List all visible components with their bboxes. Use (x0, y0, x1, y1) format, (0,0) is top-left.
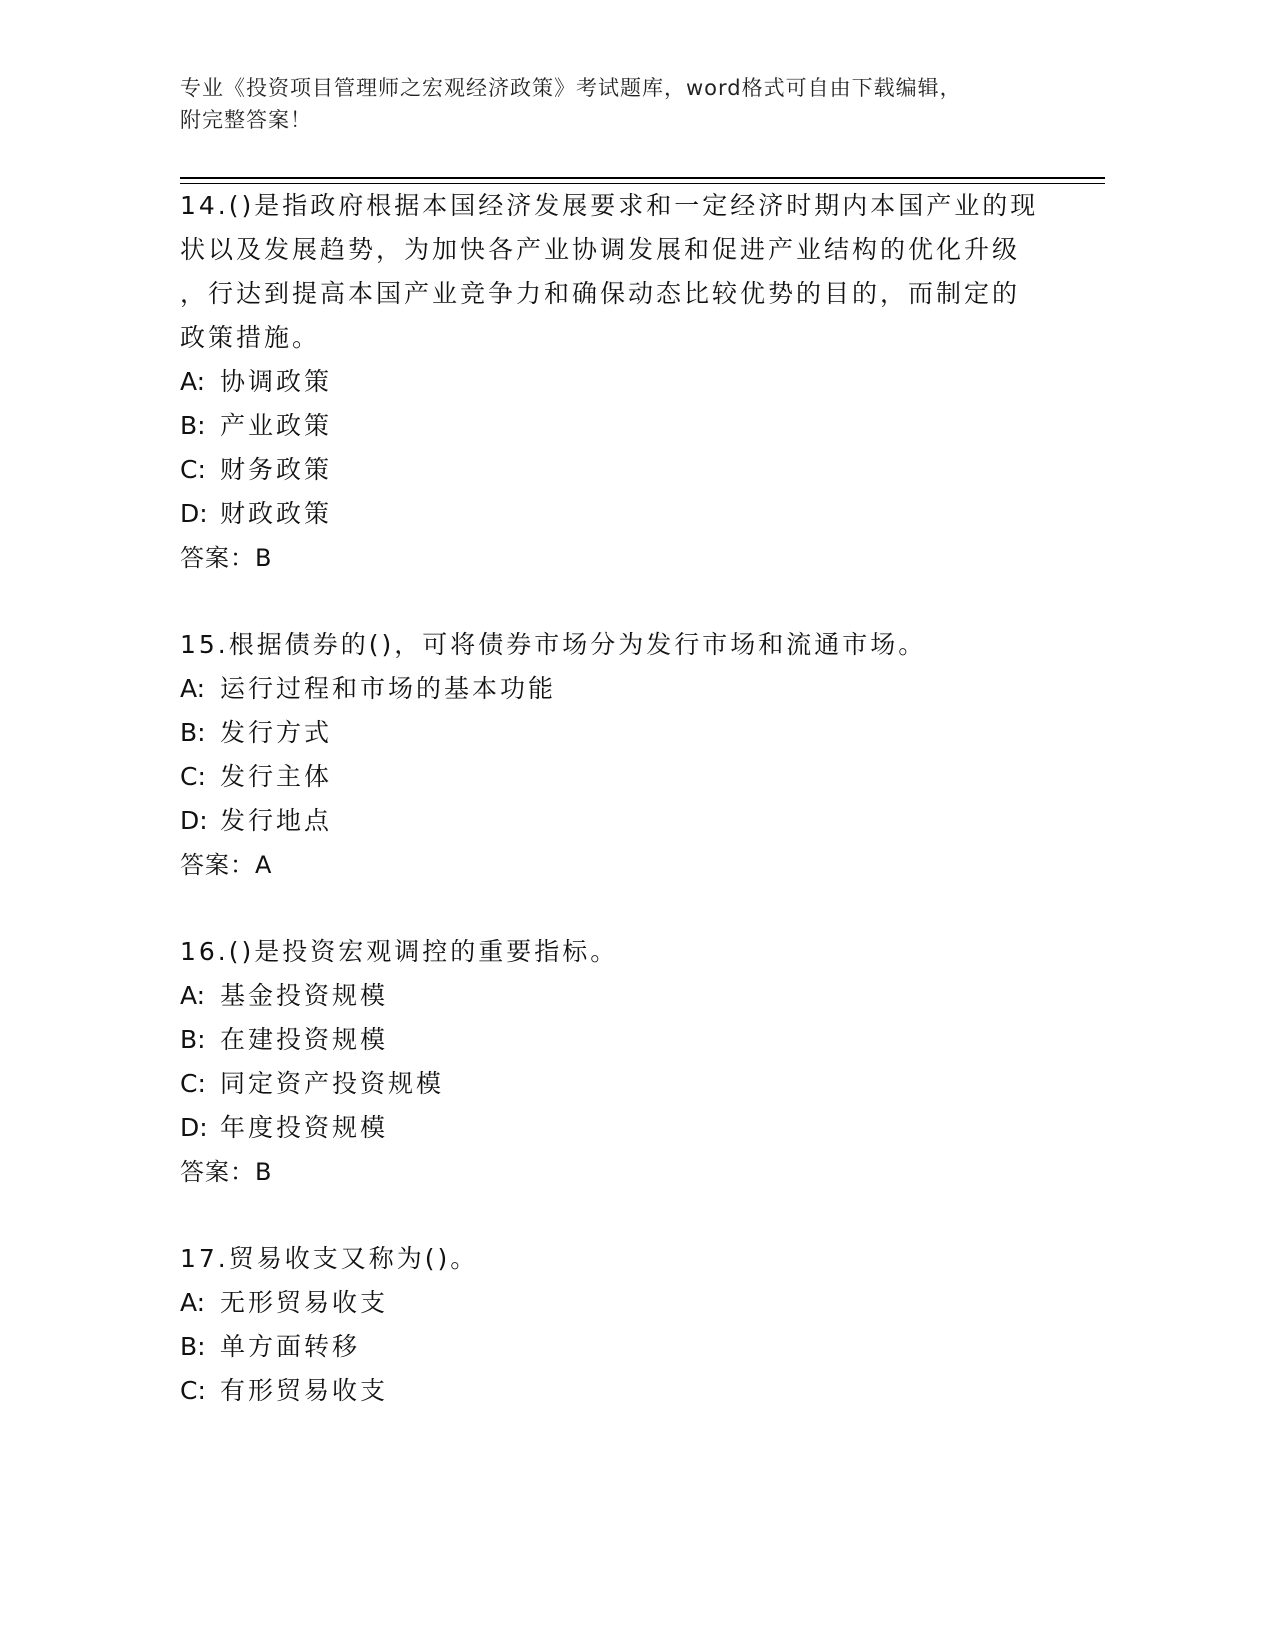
option-b (180, 1018, 1080, 1062)
question-stem-line: 状以及发展趋势，为加快各产业协调发展和促进产业结构的优化升级 (180, 235, 1021, 264)
option-text: 协调政策 (220, 367, 333, 396)
option-d (180, 799, 1080, 843)
option-key: B: (180, 718, 206, 747)
question-14 (180, 184, 1080, 580)
header-divider-thick (180, 177, 1105, 179)
option-a (180, 974, 1080, 1018)
option-c (180, 448, 1080, 492)
option-key: A: (180, 981, 206, 1010)
option-text: 发行方式 (220, 718, 333, 747)
option-d (180, 1106, 1080, 1150)
question-spacer (180, 1194, 1080, 1237)
option-key: C: (180, 1069, 206, 1098)
option-a (180, 360, 1080, 404)
option-text: 产业政策 (220, 411, 333, 440)
option-key: A: (180, 367, 206, 396)
answer-line: 答案：A (180, 851, 273, 879)
question-17 (180, 1237, 1080, 1413)
option-key: B: (180, 1332, 206, 1361)
question-list (180, 184, 1080, 1413)
option-text: 基金投资规模 (220, 981, 389, 1010)
option-c (180, 755, 1080, 799)
option-text: 财政政策 (220, 499, 333, 528)
question-spacer (180, 887, 1080, 930)
option-text: 在建投资规模 (220, 1025, 389, 1054)
option-key: B: (180, 411, 206, 440)
document-header (180, 72, 1040, 136)
option-a (180, 1281, 1080, 1325)
option-key: D: (180, 1113, 208, 1142)
question-stem-line: 政策措施。 (180, 323, 321, 352)
header-line-1: 专业《投资项目管理师之宏观经济政策》考试题库，word格式可自由下载编辑， (180, 76, 962, 100)
option-key: A: (180, 1288, 206, 1317)
option-text: 年度投资规模 (220, 1113, 389, 1142)
option-key: D: (180, 499, 208, 528)
option-key: A: (180, 674, 206, 703)
option-text: 同定资产投资规模 (220, 1069, 445, 1098)
question-15 (180, 623, 1080, 887)
option-d (180, 492, 1080, 536)
option-text: 发行主体 (220, 762, 333, 791)
option-a (180, 667, 1080, 711)
option-key: C: (180, 1376, 206, 1405)
question-stem-line: ，行达到提高本国产业竞争力和确保动态比较优势的目的，而制定的 (180, 279, 1021, 308)
option-b (180, 711, 1080, 755)
question-16 (180, 930, 1080, 1194)
option-c (180, 1062, 1080, 1106)
answer-line: 答案：B (180, 544, 273, 572)
option-text: 单方面转移 (220, 1332, 361, 1361)
question-stem-line: 14.()是指政府根据本国经济发展要求和一定经济时期内本国产业的现 (180, 191, 1039, 220)
option-text: 运行过程和市场的基本功能 (220, 674, 557, 703)
header-line-2: 附完整答案！ (180, 108, 312, 132)
option-key: C: (180, 762, 206, 791)
option-key: C: (180, 455, 206, 484)
question-stem-line: 15.根据债券的()，可将债券市场分为发行市场和流通市场。 (180, 630, 927, 659)
option-text: 财务政策 (220, 455, 333, 484)
option-key: B: (180, 1025, 206, 1054)
option-b (180, 1325, 1080, 1369)
option-text: 有形贸易收支 (220, 1376, 389, 1405)
question-stem-line: 16.()是投资宏观调控的重要指标。 (180, 937, 619, 966)
option-key: D: (180, 806, 208, 835)
question-spacer (180, 580, 1080, 623)
answer-line: 答案：B (180, 1158, 273, 1186)
option-text: 发行地点 (220, 806, 333, 835)
option-b (180, 404, 1080, 448)
option-text: 无形贸易收支 (220, 1288, 389, 1317)
option-c (180, 1369, 1080, 1413)
question-stem-line: 17.贸易收支又称为()。 (180, 1244, 479, 1273)
